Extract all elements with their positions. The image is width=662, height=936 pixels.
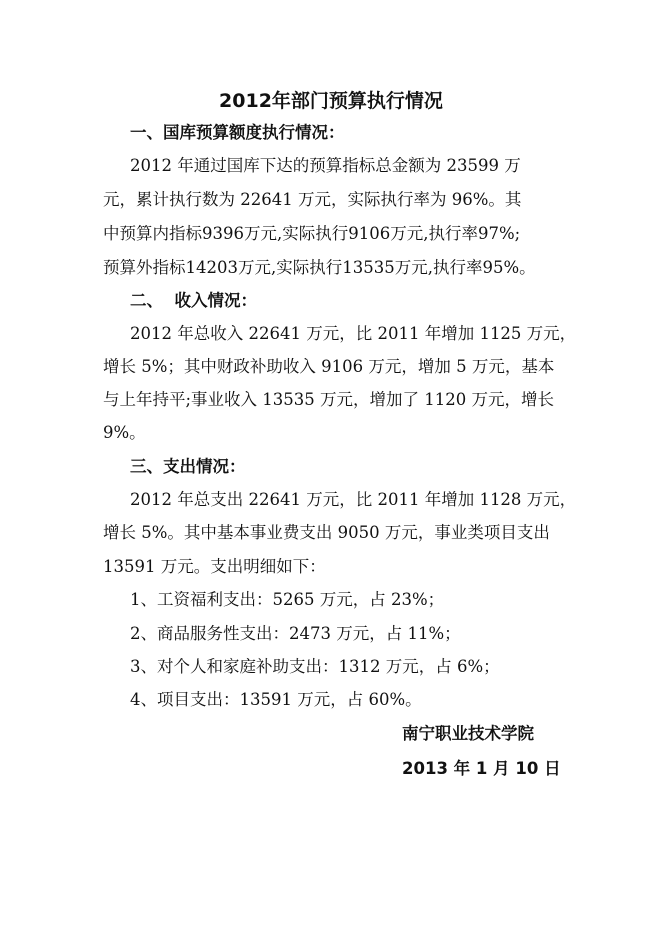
paragraph-line: 9%。 <box>103 423 146 442</box>
paragraph-line: 2012 年总收入 22641 万元，比 2011 年增加 1125 万元， <box>130 324 577 343</box>
paragraph-line: 预算外指标14203万元,实际执行13535万元,执行率95%。 <box>103 258 536 277</box>
paragraph-line: 2012 年通过国库下达的预算指标总金额为 23599 万 <box>130 156 521 175</box>
paragraph-line: 13591 万元。支出明细如下： <box>103 557 326 576</box>
expense-item: 1、工资福利支出：5265 万元，占 23%； <box>130 590 445 609</box>
paragraph-line: 元，累计执行数为 22641 万元，实际执行率为 96%。其 <box>103 190 522 209</box>
paragraph-line: 中预算内指标9396万元,实际执行9106万元,执行率97%; <box>103 224 521 243</box>
page-title: 2012年部门预算执行情况 <box>219 90 443 112</box>
paragraph-line: 增长 5%；其中财政补助收入 9106 万元，增加 5 万元，基本 <box>103 357 555 376</box>
expense-item: 2、商品服务性支出：2473 万元，占 11%； <box>130 624 461 643</box>
expense-item: 3、对个人和家庭补助支出：1312 万元，占 6%； <box>130 657 500 676</box>
signature-org: 南宁职业技术学院 <box>402 724 534 743</box>
section3-heading: 三、支出情况： <box>130 457 246 476</box>
section1-heading: 一、国库预算额度执行情况： <box>130 123 345 142</box>
expense-item: 4、项目支出：13591 万元，占 60%。 <box>130 690 422 709</box>
signature-date: 2013 年 1 月 10 日 <box>402 759 561 778</box>
section2-heading: 二、 收入情况： <box>130 291 257 310</box>
paragraph-line: 与上年持平;事业收入 13535 万元，增加了 1120 万元，增长 <box>103 390 555 409</box>
paragraph-line: 增长 5%。其中基本事业费支出 9050 万元，事业类项目支出 <box>103 523 550 542</box>
paragraph-line: 2012 年总支出 22641 万元，比 2011 年增加 1128 万元， <box>130 490 577 509</box>
